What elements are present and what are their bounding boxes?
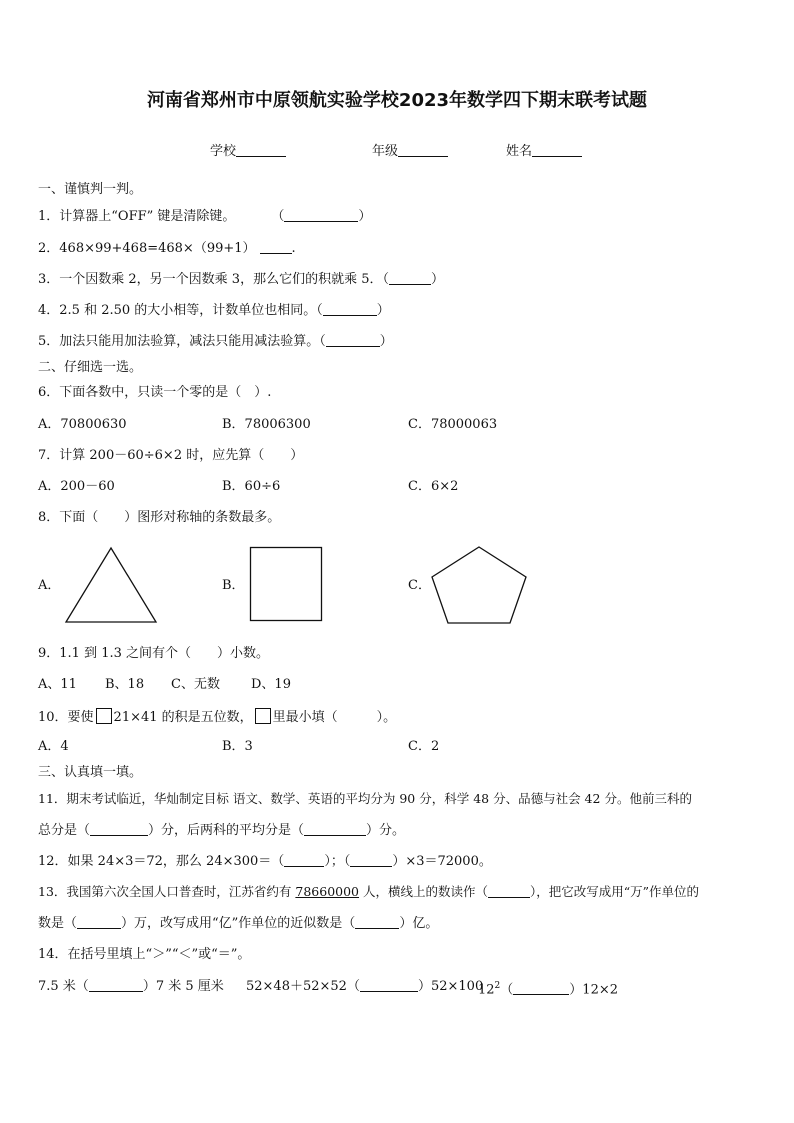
question-10: 10．要使 21×41 的积是五位数， 里最小填（ ）。 — [38, 710, 397, 725]
option-b[interactable]: B．78006300 — [222, 417, 311, 432]
option-b[interactable]: B．60÷6 — [222, 479, 281, 494]
section-heading: 一、谨慎判一判。 — [38, 182, 143, 197]
question-12: 12．如果 24×3＝72，那么 24×300＝（ ）；（ ）×3＝72000。 — [38, 854, 492, 869]
name-label: 姓名 — [506, 144, 533, 159]
option-a[interactable]: A．70800630 — [38, 417, 127, 432]
school-label: 学校 — [210, 144, 237, 159]
question-11-line-1: 11．期末考试临近，华灿制定目标 语文、数学、英语的平均分为 90 分，科学 48 分、品德与社会 42 分。他前三科的 — [38, 791, 692, 806]
option-c[interactable]: C．78000063 — [408, 417, 498, 432]
population-number: 78660000 — [295, 884, 360, 899]
option-b[interactable]: B．3 — [222, 739, 253, 754]
option-d[interactable]: D、19 — [251, 677, 291, 692]
empty-box[interactable] — [96, 708, 112, 724]
question-1: 1．计算器上“OFF” 键是清除键。 （ ） — [38, 209, 372, 224]
answer-blank[interactable] — [89, 978, 143, 992]
answer-blank[interactable] — [284, 208, 358, 222]
question-3: 3．一个因数乘 2，另一个因数乘 3，那么它们的积就乘 5．（ ） — [38, 272, 444, 287]
answer-blank[interactable] — [284, 853, 324, 867]
name-blank[interactable] — [532, 142, 582, 157]
option-a[interactable]: A、11 — [38, 677, 77, 692]
question-14: 14．在括号里填上“＞”“＜”或“＝”。 — [38, 947, 251, 962]
option-c[interactable]: C．2 — [408, 739, 440, 754]
answer-blank[interactable] — [389, 271, 431, 285]
answer-blank[interactable] — [360, 978, 418, 992]
question-13-line-1: 13．我国第六次全国人口普查时，江苏省约有 78660000 人，横线上的数读作（ ），把它改写成用“万”作单位的 — [38, 884, 700, 899]
empty-box[interactable] — [255, 708, 271, 724]
answer-blank[interactable] — [304, 822, 366, 836]
question-4: 4．2.5 和 2.50 的大小相等，计数单位也相同。（ ） — [38, 303, 390, 318]
option-a[interactable]: A．200－60 — [38, 479, 115, 494]
option-c[interactable]: C． — [408, 578, 431, 593]
answer-blank[interactable] — [90, 822, 148, 836]
school-blank[interactable] — [236, 142, 286, 157]
name-field — [506, 140, 582, 159]
section-heading: 二、仔细选一选。 — [38, 360, 143, 375]
question-8: 8．下面（ ）图形对称轴的条数最多。 — [38, 510, 281, 525]
page-title: 河南省郑州市中原领航实验学校2023年数学四下期末联考试题 — [146, 90, 648, 111]
pentagon-shape — [430, 545, 528, 625]
answer-blank[interactable] — [260, 240, 292, 254]
square-shape — [249, 546, 323, 622]
answer-blank[interactable] — [326, 333, 380, 347]
compare-item-2: 52×48＋52×52（ ）52×100 — [246, 979, 484, 994]
option-a[interactable]: A． — [38, 578, 61, 593]
question-9: 9．1.1 到 1.3 之间有个（ ）小数。 — [38, 646, 270, 661]
grade-label: 年级 — [372, 144, 399, 159]
compare-item-3: $12^2$（ ）12×2 — [478, 981, 619, 998]
triangle-shape — [64, 546, 158, 624]
question-6: 6．下面各数中，只读一个零的是（ ）. — [38, 385, 272, 400]
answer-blank[interactable] — [488, 884, 530, 898]
grade-field — [372, 140, 448, 159]
option-b[interactable]: B、18 — [105, 677, 145, 692]
question-11-line-2: 总分是（ ）分，后两科的平均分是（ ）分。 — [38, 823, 406, 838]
school-field — [210, 140, 286, 159]
question-7: 7．计算 200－60÷6×2 时，应先算（ ） — [38, 448, 304, 463]
answer-blank[interactable] — [77, 915, 121, 929]
question-13-line-2: 数是（ ）万，改写成用“亿”作单位的近似数是（ ）亿。 — [38, 916, 439, 931]
answer-blank[interactable] — [323, 302, 377, 316]
option-c[interactable]: C．6×2 — [408, 479, 459, 494]
section-heading: 三、认真填一填。 — [38, 765, 143, 780]
question-5: 5．加法只能用加法验算，减法只能用减法验算。（ ） — [38, 334, 393, 349]
compare-item-1: 7.5 米（ ）7 米 5 厘米 — [38, 979, 224, 994]
answer-blank[interactable] — [350, 853, 392, 867]
grade-blank[interactable] — [398, 142, 448, 157]
answer-blank[interactable] — [513, 981, 569, 995]
question-2: 2．468×99+468=468×（99+1） . — [38, 241, 296, 256]
option-b[interactable]: B． — [222, 578, 245, 593]
option-a[interactable]: A．4 — [38, 739, 69, 754]
option-c[interactable]: C、无数 — [171, 677, 220, 692]
answer-blank[interactable] — [355, 915, 399, 929]
